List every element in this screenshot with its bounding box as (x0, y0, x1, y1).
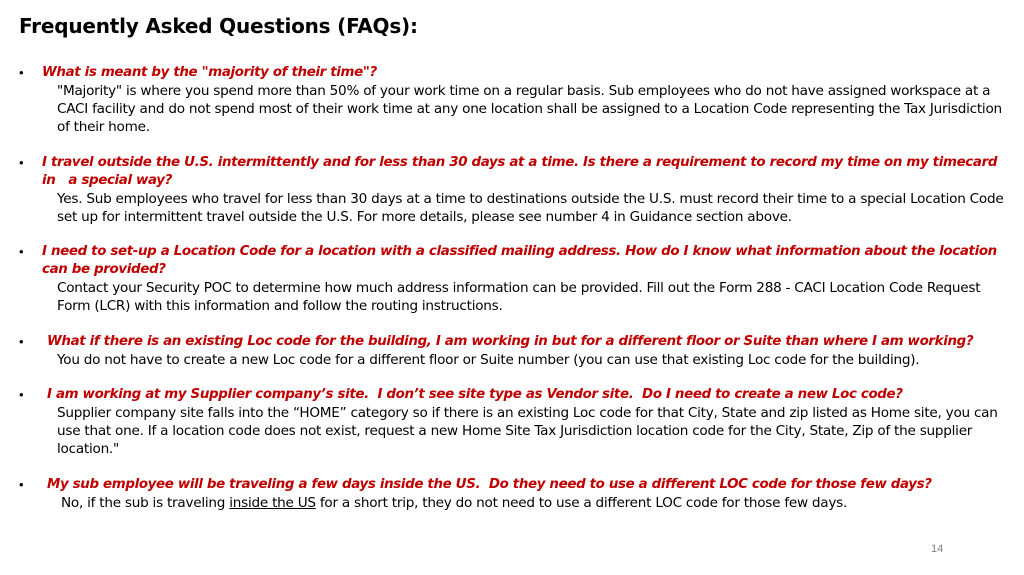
bullet: • (19, 65, 24, 80)
bullet: • (19, 387, 24, 402)
bullet: • (19, 476, 24, 492)
answer-text: No, if the sub is traveling (61, 494, 230, 511)
faq-item (19, 64, 1004, 136)
faq-answer: Contact your Security POC to determine how much address information can be provided. Fill out the Form 288 - CACI Location Code Request Form (LCR) with this information and follow the routing instructions. (57, 280, 981, 314)
faq-item (19, 333, 1004, 369)
page-number: 14 (931, 543, 944, 555)
faq-answer: "Majority" is where you spend more than 50% of your work time on a regular basis. Sub employees who do not have assigned workspace at a CACI facility and do not spend most of their work time at any one location shall be assigned to a Location Code representing the Tax Jurisdiction of their home. (57, 83, 1002, 135)
faq-question: What is meant by the "majority of their time"? (42, 65, 377, 80)
faq-answer: Supplier company site falls into the “HOME” category so if there is an existing Loc code for that City, State and zip listed as Home site, you can use that one. If a location code does not exist, request a new Home Site Tax Jurisdiction location code for the City, State, Zip of the supplier location." (57, 405, 998, 457)
faq-list (19, 64, 1004, 529)
underlined-phrase: inside the US (229, 494, 316, 511)
page-title: Frequently Asked Questions (FAQs): (19, 14, 418, 38)
bullet: • (19, 333, 24, 349)
faq-question: My sub employee will be traveling a few days inside the US. Do they need to use a different LOC code for those few days? (47, 476, 932, 492)
bullet: • (19, 244, 24, 259)
faq-question: I need to set-up a Location Code for a location with a classified mailing address. How do I know what information about the location can be provided? (42, 244, 1002, 277)
faq-question: I travel outside the U.S. intermittently and for less than 30 days at a time. Is there a requirement to record my time on my timecard in a special way? (42, 154, 1002, 188)
faq-item (19, 243, 1004, 315)
faq-item (19, 476, 1004, 512)
faq-item (19, 154, 1004, 226)
faq-answer (42, 494, 1004, 512)
faq-answer: Yes. Sub employees who travel for less than 30 days at a time to destinations outside the U.S. must record their time to a special Location Code set up for intermittent travel outside the U.S. For more details, please see number 4 in Guidance section above. (57, 190, 1004, 225)
bullet: • (19, 154, 24, 170)
answer-text: for a short trip, they do not need to use a different LOC code for those few days. (315, 494, 848, 511)
faq-question: What if there is an existing Loc code for the building, I am working in but for a different floor or Suite than where I am working? (47, 333, 974, 349)
faq-question: I am working at my Supplier company’s site. I don’t see site type as Vendor site. Do I need to create a new Loc code? (47, 387, 903, 402)
faq-item (19, 386, 1004, 458)
faq-answer: You do not have to create a new Loc code for a different floor or Suite number (you can use that existing Loc code for the building). (57, 351, 920, 368)
